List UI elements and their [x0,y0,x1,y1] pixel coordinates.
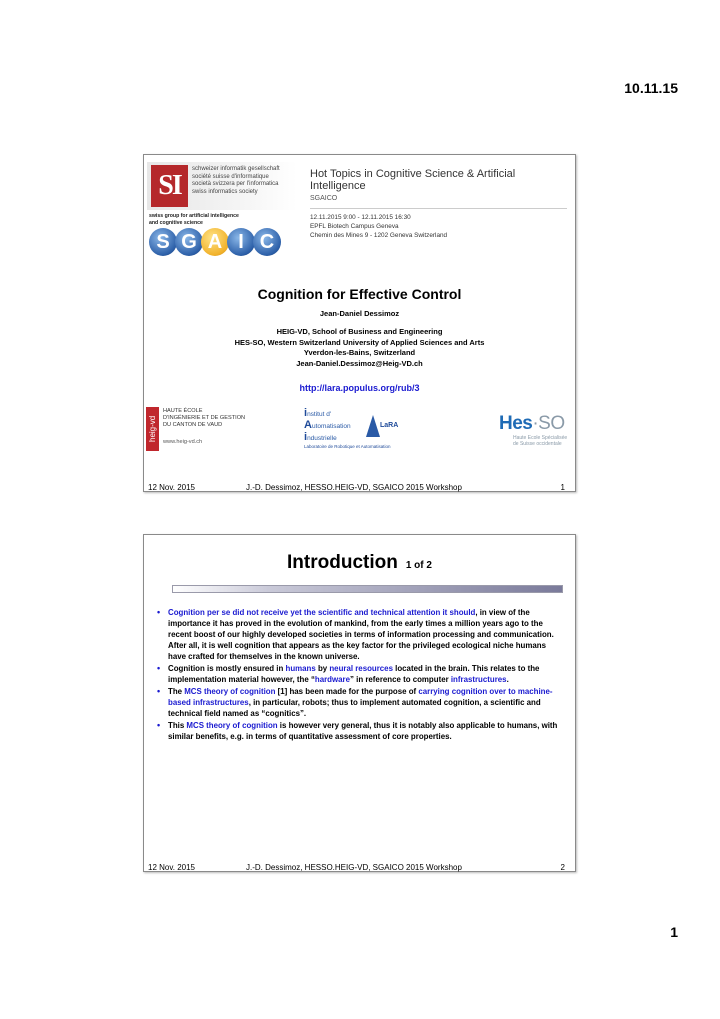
sgi-line: società svizzera per l'informatica [192,181,279,187]
hes-so-logo [499,413,574,453]
highlighted-text: hardware [314,675,350,684]
footer-credit: J.-D. Dessimoz, HESSO.HEIG-VD, SGAICO 2015 Workshop [246,483,462,492]
bullet-text: ” in reference to computer [350,675,451,684]
hes-main: Hes·SO [499,413,565,434]
bullet-text: , in particular, robots; thus to implement automated cognition, a scientific and technical field named as “cognitics”. [168,698,541,718]
lara-word: industrielle [304,431,337,443]
highlighted-text: neural resources [329,664,393,673]
lara-triangle-icon [366,415,380,437]
highlighted-text: infrastructures [450,675,507,684]
bullet-text: . [506,675,509,684]
sgi-line: schweizer informatik gesellschaft [192,166,280,172]
footer-slide-number: 2 [560,863,565,872]
slide-title: Introduction [287,552,398,573]
sgaico-letter: S [149,228,177,256]
bullet-list [156,607,563,743]
slide-1 [143,154,576,492]
hes-tagline: Haute Ecole Spécialisée de Suisse occidentale [513,435,568,447]
event-title: Hot Topics in Cognitive Science & Artificial Intelligence [310,168,516,192]
footer-date: 12 Nov. 2015 [148,483,195,492]
lara-url-link[interactable]: http://lara.populus.org/rub/3 [299,383,420,393]
event-line: Chemin des Mines 9 - 1202 Geneva Switzerland [310,232,448,239]
bullet-text: is however very general, thus it is notably also applicable to humans, with similar benefits, e.g. in terms of quantitative assessment of core properties. [168,721,558,741]
affiliation-line: HEIG-VD, School of Business and Engineering [276,327,443,336]
highlighted-text: MCS theory of cognition [186,721,278,730]
footer-date: 12 Nov. 2015 [148,863,195,872]
highlighted-text: humans [285,664,316,673]
lara-word: Automatisation [304,419,351,431]
sgaico-logo [149,228,289,258]
sgaico-caption-line: swiss group for artificial intelligence [149,213,239,219]
heig-bar: heig-vd [146,407,159,451]
sgi-logo: SI [151,165,188,207]
affiliation-line: HES-SO, Western Switzerland University of Applied Sciences and Arts [234,337,485,347]
heig-line: HAUTE ÉCOLE [163,408,203,414]
slide-part: 1 of 2 [405,560,432,571]
page-number: 1 [670,924,678,940]
bullet-text: , in view of the importance it has proved in the evolution of mankind, from the early times a million years ago to the recent boost of our highly developed societies in terms of information processing and communication. After all, it is well cognition that appears as the key factor for the privileged ecological niche humans have crafted for themselves in the known universe. [168,608,554,661]
slide-title: Cognition for Effective Control [257,286,462,302]
bullet-item [156,686,563,719]
highlighted-text: Cognition per se did not receive yet the scientific and technical attention it should [168,608,476,617]
affiliation-email[interactable]: Jean-Daniel.Dessimoz@Heig-VD.ch [296,358,423,368]
lara-logo [304,407,424,453]
bullet-text: The [168,687,185,696]
lara-name: LaRA [380,422,399,429]
sgaico-letter: G [175,228,203,256]
heig-vd-logo [146,407,266,451]
affiliation-line: Yverdon-les-Bains, Switzerland [303,348,416,357]
sgaico-caption-line: and cognitive science [149,219,203,226]
sgi-line: swiss informatics society [192,188,258,195]
sgi-logo-block [147,162,297,210]
title-underline-bar [172,585,563,593]
highlighted-text: MCS theory of cognition [184,687,276,696]
heig-name [163,408,245,428]
lara-word: institut d' [304,407,332,419]
bullet-text: located in the brain. This relates to the implementation material however, the “ [168,664,540,684]
heig-website: www.heig-vd.ch [163,439,203,445]
heig-line: DU CANTON DE VAUD [163,421,223,428]
event-subtitle: SGAICO [310,195,338,202]
affiliation [144,327,575,369]
sgi-line: société suisse d'informatique [192,173,269,180]
sgaico-letter: C [253,228,281,256]
page-date: 10.11.15 [624,80,678,96]
event-line: 12.11.2015 9:00 - 12.11.2015 16:30 [310,214,411,221]
sgaico-letter: A [201,228,229,256]
bullet-text: This [168,721,187,730]
bullet-text: [1] has been made for the purpose of [275,687,419,696]
heig-line: D'INGÉNIERIE ET DE GESTION [163,414,246,421]
bullet-text: by [315,664,330,673]
lara-lab: Laboratoire de Robotique et Automatisation [304,444,391,449]
sgaico-letter: I [227,228,255,256]
bullet-item [156,720,563,742]
sgi-names [192,166,280,196]
slide-2 [143,534,576,872]
slide-header [144,552,575,574]
highlighted-text: carrying cognition over to machine-based infrastructures [168,687,553,707]
footer-credit: J.-D. Dessimoz, HESSO.HEIG-VD, SGAICO 2015 Workshop [246,863,462,872]
bullet-item [156,607,563,662]
footer-slide-number: 1 [560,483,565,492]
author: Jean-Daniel Dessimoz [319,309,400,318]
event-line: EPFL Biotech Campus Geneva [310,223,399,230]
event-info [310,168,567,240]
bullet-text: Cognition is mostly ensured in [168,664,286,673]
sgaico-caption [149,213,239,226]
bullet-item [156,663,563,685]
divider [310,208,567,209]
